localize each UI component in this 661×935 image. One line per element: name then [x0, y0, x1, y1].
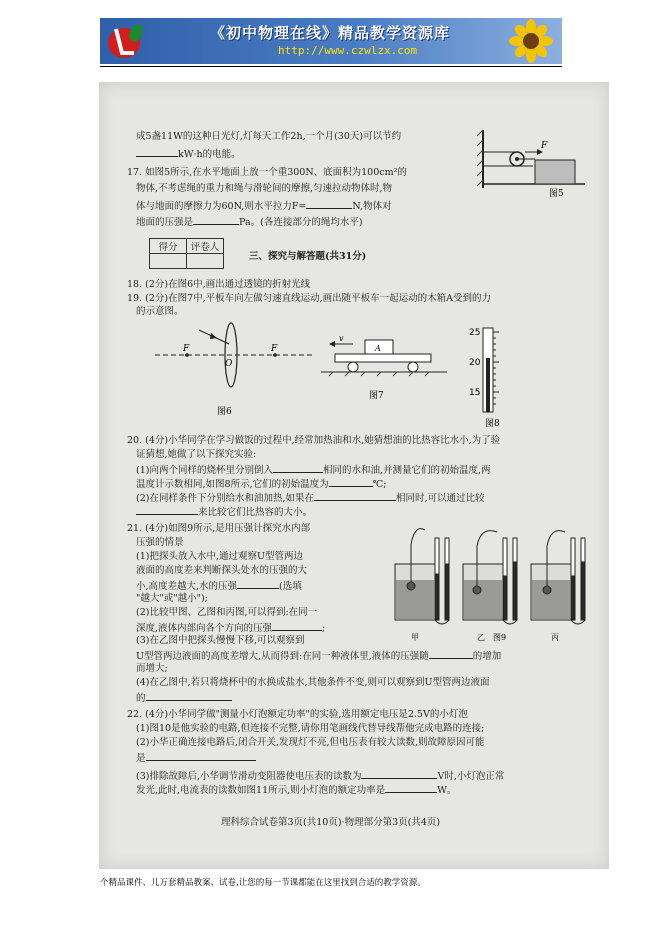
text-line: (4)在乙图中,若只将烧杯中的水换成盐水,其他条件不变,则可以观察到U型管两边液面	[136, 677, 490, 688]
box-label: A	[375, 344, 381, 353]
text-line: 19. (2分)在图7中,平板车向左做匀速直线运动,画出随平板车一起运动的木箱A受到的力	[127, 293, 492, 304]
text-line: 体与地面的摩擦力为60N,则水平拉力F= N,物体对	[136, 198, 392, 213]
text-line: 压强的情景	[136, 537, 184, 548]
footer-note: 个精品课件、儿万套精品教案、试卷,让您的每一节课都能在这里找到合适的教学资源。	[100, 878, 426, 888]
beaker-jia	[395, 529, 449, 624]
text-line: (1)向两个同样的烧杯里分别倒入 相同的水和油,并测量它们的初始温度,两	[136, 462, 491, 477]
text-line: 是	[136, 750, 256, 765]
text-line: (2)在同样条件下分别给水和油加热,如果在 相同时,可以通过比较	[136, 490, 485, 505]
figure-caption: 图7	[369, 391, 384, 401]
figure-9	[389, 518, 589, 646]
text-line: 而增大;	[136, 663, 168, 674]
banner-url[interactable]: http://www.czwlzx.com	[278, 44, 418, 57]
figure-6	[155, 322, 315, 422]
grader-cell	[187, 254, 224, 269]
header-banner	[100, 18, 562, 64]
panel-label-bing: 丙	[551, 633, 559, 642]
text-line: 地面的压强是 Pa。(各连接部分的绳均水平)	[136, 214, 363, 229]
text-line: 20. (4分)小华同学在学习做饭的过程中,经常加热油和水,她猜想油的比热容比水小,为了验	[127, 435, 501, 446]
scanned-exam-page	[99, 82, 609, 869]
tick-label: 15	[469, 388, 481, 398]
text-line: 深度,液体内部向各个方向的压强 ;	[136, 620, 325, 635]
text-line: 发光,此时,电流表的读数如图11所示,则小灯泡的额定功率是 W。	[136, 782, 456, 797]
figure-5	[477, 126, 587, 206]
figure-caption: 图5	[549, 189, 564, 199]
text-line: 17. 如图5所示,在水平地面上放一个重300N、底面积为100cm²的	[127, 167, 407, 178]
figure-caption: 图8	[485, 419, 500, 429]
page-footer: 理科综合试卷第3页(共10页)·物理部分第3页(共4页)	[221, 817, 441, 828]
grader-label: 评卷人	[187, 239, 224, 254]
optical-center-label: O	[225, 359, 233, 369]
beaker-bing	[531, 531, 585, 624]
text-line: 21. (4分)如图9所示,是用压强计探究水内部	[127, 523, 311, 534]
text-line: 来比较它们比热容的大小。	[136, 504, 312, 519]
text-line: 的示意图。	[136, 306, 184, 317]
banner-title: 《初中物理在线》精品教学资源库	[210, 24, 451, 42]
text-line: "越大"或"越小");	[136, 593, 208, 604]
text-line: (2)小华正确连接电路后,闭合开关,发现灯不亮,但电压表有较大读数,则故障原因可能	[136, 737, 485, 748]
figure-caption: 图6	[217, 407, 232, 417]
tick-label: 20	[469, 358, 481, 368]
score-table	[149, 238, 224, 269]
banner-divider	[100, 66, 562, 67]
text-line: (2)比较甲图、乙图和丙图,可以得到:在同一	[136, 607, 318, 618]
text-line: 的	[136, 690, 232, 705]
velocity-label: v	[339, 334, 344, 343]
sunflower-icon	[508, 19, 554, 63]
text-line: 22. (4分)小华同学做"测量小灯泡额定功率"的实验,选用额定电压是2.5V的小灯泡	[127, 709, 468, 720]
text-line: 液面的高度差来判断探头处水的压强的大	[136, 565, 308, 576]
section-title: 三、探究与解答题(共31分)	[249, 251, 367, 262]
panel-label-yi: 乙	[477, 633, 485, 642]
text-line: (3)在乙图中把探头慢慢下移,可以观察到	[136, 635, 305, 646]
figure-8	[469, 322, 529, 432]
panel-label-jia: 甲	[411, 633, 419, 642]
score-label: 得分	[150, 239, 187, 254]
score-cell	[150, 254, 187, 269]
text-line: (1)把探头放入水中,通过观察U型管两边	[136, 551, 303, 562]
beaker-yi	[463, 531, 517, 624]
figure-7	[321, 334, 461, 414]
text-line: 温度计示数相同,如图8所示,它们的初始温度为 ℃;	[136, 476, 386, 491]
text-line: 小,高度差越大,水的压强 (选填	[136, 578, 302, 593]
text-line: 证猜想,她做了以下探究实验:	[136, 449, 257, 460]
text-line: 成5盏11W的这种日光灯,灯每天工作2h,一个月(30天)可以节约	[136, 131, 402, 142]
text-line: kW·h的电能。	[136, 146, 241, 161]
logo-icon	[106, 21, 146, 61]
focus-label-left: F	[183, 344, 190, 354]
figure-caption: 图9	[493, 633, 507, 642]
focus-label-right: F	[271, 344, 278, 354]
text-line: (1)图10是他实验的电路,但连接不完整,请你用笔画线代替导线帮他完成电路的连接;	[136, 723, 485, 734]
text-line: 18. (2分)在图6中,画出通过透镜的折射光线	[127, 279, 311, 290]
tick-label: 25	[469, 328, 481, 338]
text-line: 物体,不考虑绳的重力和绳与滑轮间的摩擦,匀速拉动物体时,物	[136, 183, 393, 194]
text-line: (3)排除故障后,小华调节滑动变阻器使电压表的读数为 V时,小灯泡正常	[136, 768, 504, 783]
force-label: F	[541, 141, 548, 151]
text-line: U型管两边液面的高度差增大,从而得到:在同一种液体里,液体的压强随 的增加	[136, 648, 501, 663]
